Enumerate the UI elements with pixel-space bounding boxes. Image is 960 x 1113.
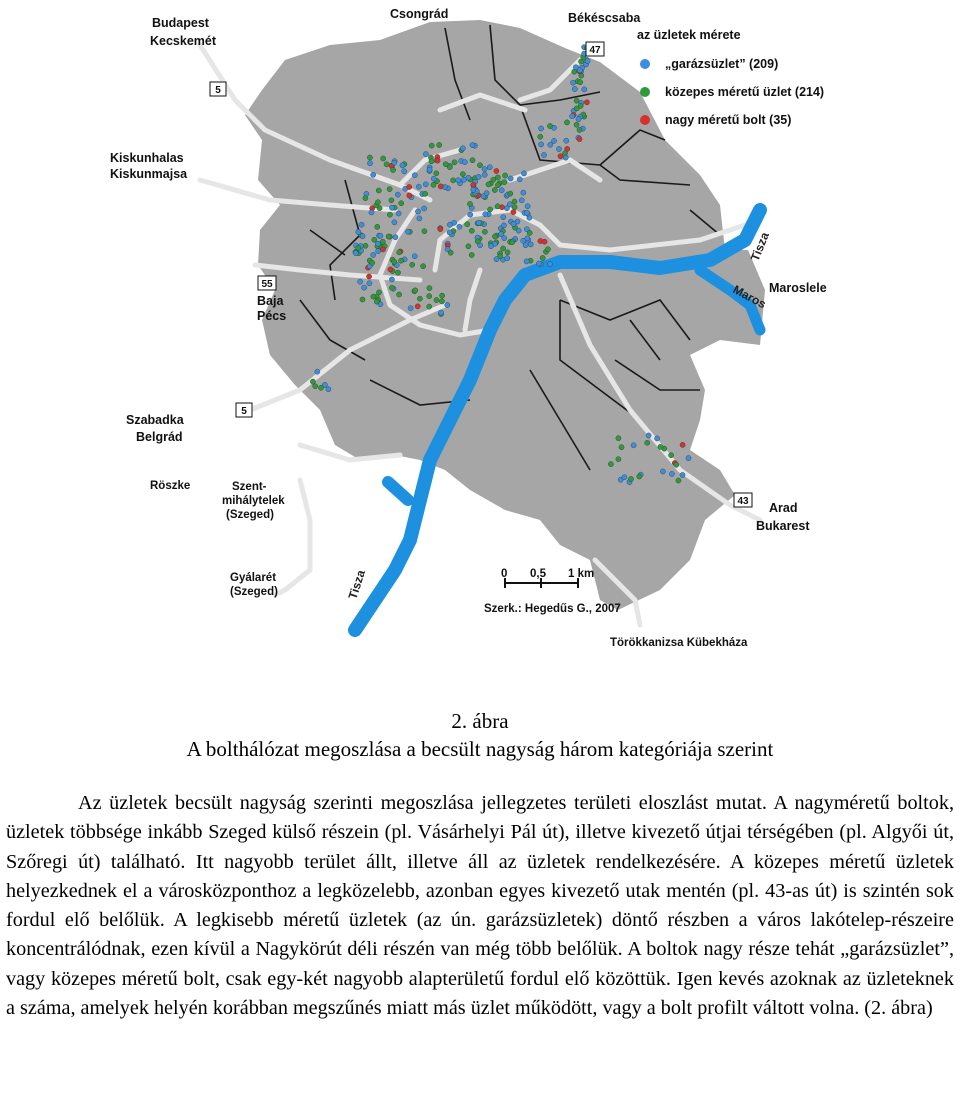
shop-dot xyxy=(545,247,550,252)
label-roszke: Röszke xyxy=(150,480,191,492)
shop-dot xyxy=(399,201,404,206)
shop-dot xyxy=(525,204,530,209)
shop-dot xyxy=(466,175,471,180)
shop-dot xyxy=(686,456,691,461)
shop-dot xyxy=(519,198,524,203)
shop-dot xyxy=(375,224,380,229)
shop-dot xyxy=(468,212,473,217)
label-maros: Maros xyxy=(730,282,769,312)
shop-dot xyxy=(375,200,380,205)
shop-dot xyxy=(573,65,578,70)
shop-dot xyxy=(358,279,363,284)
shop-dot xyxy=(564,138,569,143)
shop-dot xyxy=(469,252,474,257)
shop-dot xyxy=(517,177,522,182)
scale-tick-1km: 1 km xyxy=(568,568,595,580)
shop-dot xyxy=(359,222,364,227)
legend-title: az üzletek mérete xyxy=(637,28,741,42)
shop-dot xyxy=(619,445,624,450)
shop-dot xyxy=(527,230,532,235)
shop-dot xyxy=(438,184,443,189)
shop-dot xyxy=(427,304,432,309)
shop-dot xyxy=(318,385,323,390)
legend-label-garage: „garázsüzlet” (209) xyxy=(665,57,779,71)
shop-dot xyxy=(415,304,420,309)
shop-dot xyxy=(367,155,372,160)
shop-dot xyxy=(585,58,590,63)
shop-dot xyxy=(427,286,432,291)
label-bukarest: Bukarest xyxy=(756,519,810,533)
shop-dot xyxy=(470,143,475,148)
shop-dot xyxy=(482,229,487,234)
svg-text:47: 47 xyxy=(589,45,601,56)
svg-text:43: 43 xyxy=(737,496,749,507)
shop-dot xyxy=(525,236,530,241)
shop-dot xyxy=(460,172,465,177)
shop-dot xyxy=(548,142,553,147)
shop-dot xyxy=(556,146,561,151)
label-szentmihalytelek-1: Szent- xyxy=(232,481,267,493)
shop-dot xyxy=(452,160,457,165)
shop-dot xyxy=(582,87,587,92)
shop-dot xyxy=(622,475,627,480)
shop-dot xyxy=(524,259,529,264)
shop-dot xyxy=(407,193,412,198)
shop-dot xyxy=(523,243,528,248)
scale-bar xyxy=(501,568,594,588)
shop-dot xyxy=(482,172,487,177)
shop-dot xyxy=(367,274,372,279)
shop-dot xyxy=(676,478,681,483)
label-bekescsaba: Békéscsaba xyxy=(568,11,641,25)
shop-dot xyxy=(451,178,456,183)
shop-dot xyxy=(509,240,514,245)
label-arad: Arad xyxy=(769,501,798,515)
shop-dot xyxy=(363,196,368,201)
shop-dot xyxy=(376,249,381,254)
label-torokkanizsa-kubekhaza: Törökkanizsa Kübekháza xyxy=(610,637,748,649)
shop-dot xyxy=(405,229,410,234)
shop-dot xyxy=(422,206,427,211)
shop-dot xyxy=(315,369,320,374)
shop-dot xyxy=(469,228,474,233)
shop-dot xyxy=(360,234,365,239)
shop-dot xyxy=(471,187,476,192)
shop-dot xyxy=(505,250,510,255)
shop-dot xyxy=(645,440,650,445)
svg-text:5: 5 xyxy=(215,85,221,96)
shop-dot xyxy=(395,270,400,275)
shop-dot xyxy=(387,212,392,217)
shop-dot xyxy=(395,192,400,197)
shop-dot xyxy=(447,230,452,235)
shop-dot xyxy=(571,80,576,85)
shop-dot xyxy=(460,146,465,151)
shop-dot xyxy=(579,59,584,64)
svg-text:5: 5 xyxy=(241,406,247,417)
shop-dot xyxy=(655,436,660,441)
shop-dot xyxy=(494,168,499,173)
shop-dot xyxy=(374,299,379,304)
label-belgrad: Belgrád xyxy=(136,430,183,444)
road-shield-47 xyxy=(586,42,604,56)
shop-dot xyxy=(616,457,621,462)
shop-dot xyxy=(392,160,397,165)
shop-dot xyxy=(326,387,331,392)
label-kiskunmajsa: Kiskunmajsa xyxy=(110,167,188,181)
shop-dot xyxy=(539,126,544,131)
shop-dot xyxy=(669,453,674,458)
shop-dot xyxy=(429,159,434,164)
shop-dot xyxy=(417,216,422,221)
shop-dot xyxy=(388,267,393,272)
shop-dot xyxy=(392,220,397,225)
legend-swatch-garage xyxy=(640,59,650,69)
shop-dot xyxy=(503,173,508,178)
shop-dot xyxy=(564,120,569,125)
shop-dot xyxy=(371,294,376,299)
shop-dot xyxy=(536,261,541,266)
shop-dot xyxy=(370,260,375,265)
label-gyalaret-2: (Szeged) xyxy=(230,586,278,598)
shop-dot xyxy=(389,198,394,203)
road-shield-5-top xyxy=(210,82,226,96)
shop-dot xyxy=(397,292,402,297)
shop-dot xyxy=(412,173,417,178)
shop-dot xyxy=(369,210,374,215)
shop-dot xyxy=(502,180,507,185)
shop-dot xyxy=(475,239,480,244)
label-tisza-upper: Tisza xyxy=(747,230,772,264)
shop-dot xyxy=(427,294,432,299)
shop-dot xyxy=(363,243,368,248)
shop-dot xyxy=(576,117,581,122)
shop-dot xyxy=(483,212,488,217)
shop-dot xyxy=(499,231,504,236)
shop-dot xyxy=(381,156,386,161)
shop-dot xyxy=(466,244,471,249)
shop-dot xyxy=(507,202,512,207)
shop-dot xyxy=(310,379,315,384)
shop-dot xyxy=(434,171,439,176)
shop-dot xyxy=(528,242,533,247)
map-credit: Szerk.: Hegedűs G., 2007 xyxy=(484,603,621,615)
shop-dot xyxy=(484,191,489,196)
shop-dot xyxy=(380,247,385,252)
shop-dot xyxy=(371,172,376,177)
shop-dot xyxy=(367,281,372,286)
shop-dot xyxy=(577,137,582,142)
body-paragraph: Az üzletek becsült nagyság szerinti megoszlása jellegzetes területi eloszlást mutat. A nagyméretű boltok, üzletek többsége inkább Szeged külső részein (pl. Vásárhelyi Pál út), illetve kivezető útjai térségében (pl. Algyői út, Szőregi út) található. Itt nagyobb terület állt, illetve áll az üzletek rendelkezésére. A közepes méretű üzletek helyezkednek el a városközponthoz a legközelebb, azonban egyes kivezető utak mentén (pl. 43-as út) is szintén sok fordul elő belőlük. A legkisebb méretű üzletek (az ún. garázsüzletek) döntő részben a város lakótelep-részeire koncentrálódnak, ezen kívül a Nagykörút déli részén van még több belőlük. A boltok nagy része tehát „garázsüzlet”, vagy közepes méretű bolt, csak egy-két nagyobb alapterületű fordul elő közöttük. Igen kevés azoknak az üzleteknek a száma, amelyek helyén korábban megszűnés miatt más üzlet működött, vagy a bolt profilt váltott volna. (2. ábra) xyxy=(6,792,954,1020)
shop-dot xyxy=(429,143,434,148)
label-pecs: Pécs xyxy=(257,309,287,323)
shop-dot xyxy=(547,261,552,266)
shop-dot xyxy=(313,384,318,389)
shop-dot xyxy=(578,103,583,108)
label-kecskemet: Kecskemét xyxy=(150,34,217,48)
shop-dot xyxy=(389,205,394,210)
shop-dot xyxy=(438,227,443,232)
shop-dot xyxy=(477,163,482,168)
shop-dot xyxy=(574,98,579,103)
shop-dot xyxy=(578,80,583,85)
shop-dot xyxy=(494,257,499,262)
shop-dot xyxy=(413,288,418,293)
shop-dot xyxy=(669,471,674,476)
shop-dot xyxy=(476,174,481,179)
shop-dot xyxy=(423,191,428,196)
shop-dot xyxy=(487,165,492,170)
label-gyalaret-1: Gyálarét xyxy=(230,572,277,584)
shop-dot xyxy=(570,114,575,119)
label-csongrad: Csongrád xyxy=(390,7,449,21)
shop-dot xyxy=(508,191,513,196)
scale-tick-0: 0 xyxy=(501,568,508,580)
shop-dot xyxy=(495,204,500,209)
shop-dot xyxy=(470,158,475,163)
shop-dot xyxy=(577,127,582,132)
shop-dot xyxy=(356,245,361,250)
shop-dot xyxy=(389,277,394,282)
shop-dot xyxy=(674,462,679,467)
shop-dot xyxy=(616,436,621,441)
shop-dot xyxy=(563,151,568,156)
shop-dot xyxy=(375,241,380,246)
shop-dot xyxy=(439,299,444,304)
shop-dot xyxy=(492,187,497,192)
shop-dot xyxy=(392,259,397,264)
shop-dot xyxy=(410,262,415,267)
shop-dot xyxy=(501,215,506,220)
shop-dot xyxy=(416,184,421,189)
label-szabadka: Szabadka xyxy=(126,413,184,427)
shop-dot xyxy=(421,264,426,269)
shop-dot xyxy=(660,469,665,474)
shop-dot xyxy=(574,122,579,127)
shop-dot xyxy=(447,222,452,227)
shop-dot xyxy=(539,142,544,147)
shop-dot xyxy=(408,306,413,311)
shop-dot xyxy=(558,154,563,159)
shop-dot xyxy=(511,221,516,226)
shop-dot xyxy=(495,183,500,188)
shop-dot xyxy=(431,176,436,181)
scale-tick-05: 0,5 xyxy=(530,568,546,580)
shop-dot xyxy=(467,201,472,206)
shop-dot xyxy=(646,433,651,438)
shop-dot xyxy=(584,100,589,105)
legend-swatch-medium xyxy=(640,87,650,97)
shop-dot xyxy=(505,256,510,261)
shop-dot xyxy=(551,138,556,143)
shop-dot xyxy=(512,205,517,210)
shop-dot xyxy=(362,285,367,290)
shop-dot xyxy=(482,167,487,172)
shop-dot xyxy=(680,472,685,477)
shop-dot xyxy=(628,476,633,481)
shop-dot xyxy=(434,297,439,302)
shop-dot xyxy=(386,234,391,239)
shop-dot xyxy=(356,229,361,234)
shop-dot xyxy=(540,255,545,260)
legend xyxy=(637,28,824,127)
shop-dot xyxy=(384,162,389,167)
shop-dot xyxy=(501,223,506,228)
shop-dot xyxy=(391,167,396,172)
shop-dot xyxy=(488,244,493,249)
shop-dot xyxy=(631,443,636,448)
shop-dot xyxy=(524,210,529,215)
shop-dot xyxy=(423,182,428,187)
shop-dot xyxy=(457,224,462,229)
shop-dot xyxy=(637,474,642,479)
shop-dot xyxy=(492,234,497,239)
label-maroslele: Maroslele xyxy=(769,281,827,295)
figure-title: A bolthálózat megoszlása a becsült nagyság három kategóriája szerint xyxy=(186,737,774,761)
shop-dot xyxy=(471,182,476,187)
shop-dot xyxy=(367,161,372,166)
shop-dot xyxy=(516,228,521,233)
shop-dot xyxy=(396,211,401,216)
shop-dot xyxy=(427,167,432,172)
shop-dot xyxy=(415,209,420,214)
shop-dot xyxy=(412,254,417,259)
shop-dot xyxy=(541,152,546,157)
shop-dot xyxy=(437,142,442,147)
label-szentmihalytelek-2: mihálytelek xyxy=(222,495,285,507)
shop-dot xyxy=(389,285,394,290)
legend-label-medium: közepes méretű üzlet (214) xyxy=(665,85,825,99)
shop-dot xyxy=(572,86,577,91)
shop-dot xyxy=(476,220,481,225)
label-baja: Baja xyxy=(257,294,284,308)
shop-dot xyxy=(465,222,470,227)
shop-dot xyxy=(399,258,404,263)
shop-dot xyxy=(440,293,445,298)
shop-dot xyxy=(439,310,444,315)
shop-dot xyxy=(435,158,440,163)
shop-dot xyxy=(407,184,412,189)
shop-dot xyxy=(495,175,500,180)
shop-dot xyxy=(511,210,516,215)
shop-dot xyxy=(393,235,398,240)
shop-dot xyxy=(417,296,422,301)
shop-dot xyxy=(456,178,461,183)
figure-number: 2. ábra xyxy=(451,709,509,733)
shop-dot xyxy=(508,176,513,181)
shop-dot xyxy=(486,182,491,187)
shop-dot xyxy=(380,239,385,244)
shop-dot xyxy=(445,302,450,307)
shop-dot xyxy=(501,246,506,251)
label-szentmihalytelek-3: (Szeged) xyxy=(226,509,274,521)
label-tisza-lower: Tisza xyxy=(345,568,369,601)
shop-dot xyxy=(443,162,448,167)
shop-dot xyxy=(422,229,427,234)
shop-dot xyxy=(512,199,517,204)
shop-dot xyxy=(658,444,663,449)
shop-dot xyxy=(547,123,552,128)
shop-dot xyxy=(387,187,392,192)
shop-dot xyxy=(360,297,365,302)
shop-dot xyxy=(402,169,407,174)
shop-dot xyxy=(608,462,613,467)
shop-dot xyxy=(376,290,381,295)
legend-swatch-large xyxy=(640,115,650,125)
shop-dot xyxy=(400,163,405,168)
shop-dot xyxy=(397,250,402,255)
shop-dot xyxy=(521,171,526,176)
legend-label-large: nagy méretű bolt (35) xyxy=(665,113,792,127)
shop-dot xyxy=(372,237,377,242)
shop-dot xyxy=(521,190,526,195)
shop-dot xyxy=(542,239,547,244)
shop-dot xyxy=(423,152,428,157)
shop-dot xyxy=(680,442,685,447)
shop-dot xyxy=(371,252,376,257)
svg-text:55: 55 xyxy=(261,279,273,290)
shop-dot xyxy=(376,188,381,193)
label-kiskunhalas: Kiskunhalas xyxy=(110,151,184,165)
shop-dot xyxy=(499,188,504,193)
road-shield-5-bottom xyxy=(236,403,252,417)
river-branch xyxy=(388,482,408,500)
road-shield-55 xyxy=(258,276,276,290)
shop-dot xyxy=(462,160,467,165)
shop-dot xyxy=(538,134,543,139)
shop-dot xyxy=(448,250,453,255)
shop-dot xyxy=(378,233,383,238)
road-shield-43 xyxy=(734,493,752,507)
shop-dot xyxy=(353,251,358,256)
label-budapest: Budapest xyxy=(152,16,209,30)
shop-dot xyxy=(488,207,493,212)
